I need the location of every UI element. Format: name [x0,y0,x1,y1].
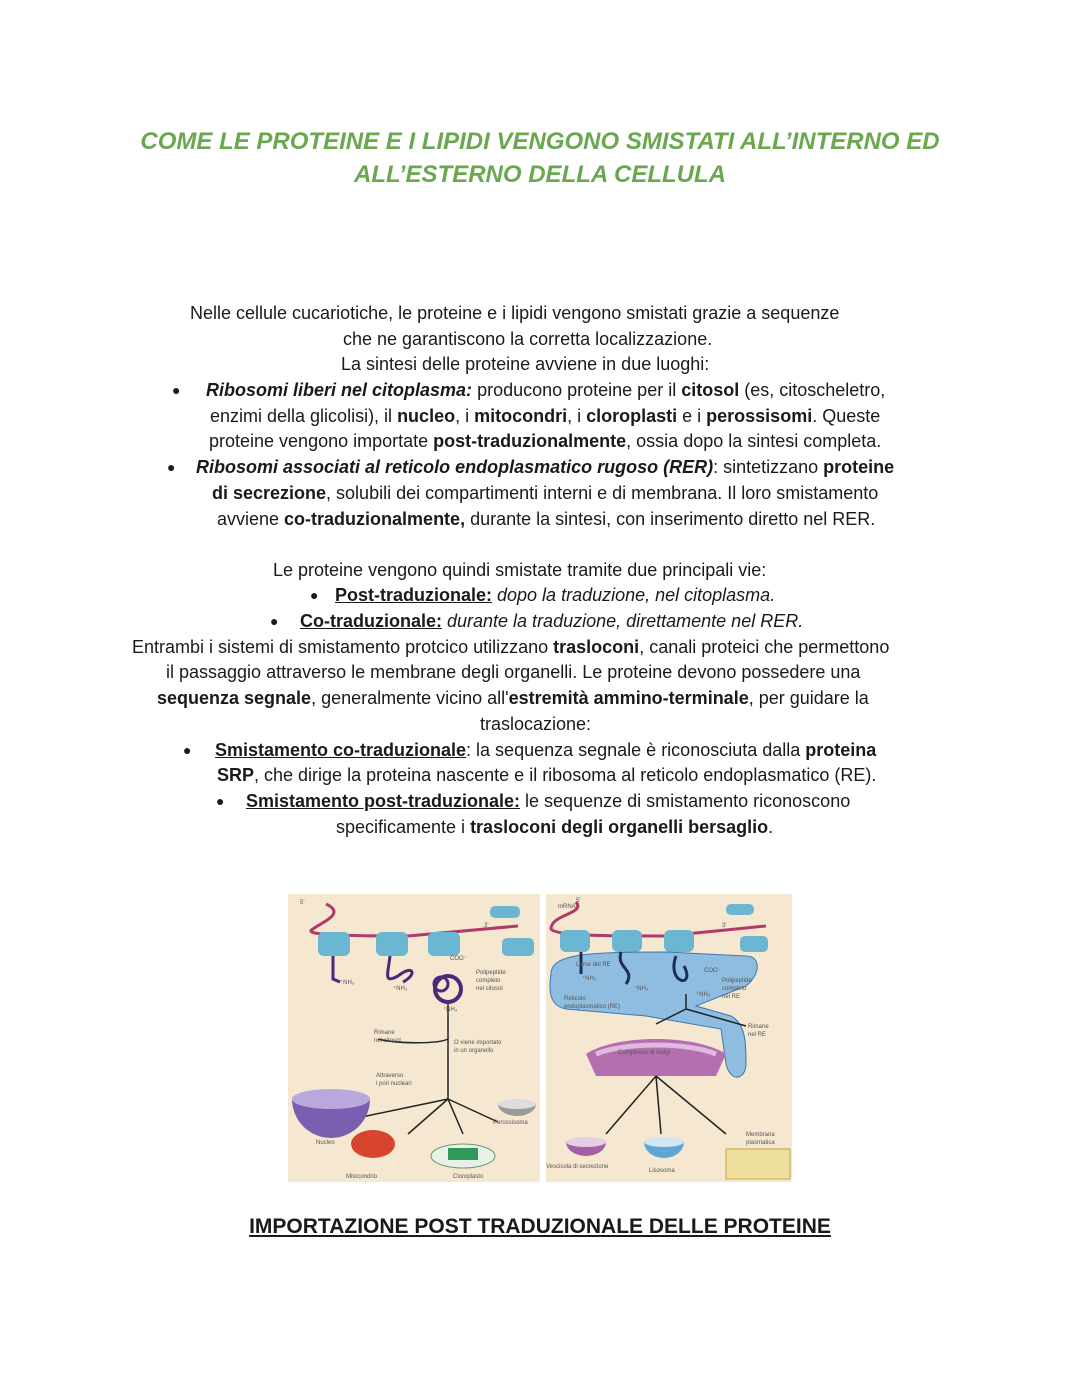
list-item: Smistamento post-traduzionale: le sequenze di smistamento riconoscono [246,791,851,811]
list-item-continuation: avviene co-traduzionalmente, durante la sintesi, con inserimento diretto nel RER. [217,509,876,529]
svg-text:5': 5' [300,900,305,906]
svg-text:Membrana: Membrana [746,1132,775,1138]
svg-text:i pori nucleari: i pori nucleari [376,1081,412,1087]
list-item-continuation: SRP, che dirige la proteina nascente e il ribosoma al reticolo endoplasmatico (RE). [217,765,877,785]
paragraph-line: La sintesi delle proteine avviene in due luoghi: [341,354,710,374]
svg-text:⁺NH₃: ⁺NH₃ [393,986,408,992]
svg-text:⁺NH₃: ⁺NH₃ [443,1007,458,1013]
svg-text:nel citosol: nel citosol [374,1038,401,1044]
list-item-continuation: proteine vengono importate post-traduzionalmente, ossia dopo la sintesi completa. [209,431,882,451]
paragraph-line: Entrambi i sistemi di smistamento protcico utilizzano trasloconi, canali proteici che permettono [132,637,890,657]
paragraph-line: traslocazione: [480,714,592,734]
list-item: Ribosomi liberi nel citoplasma: producono proteine per il citosol (es, citoscheletro, [206,380,886,400]
svg-text:Mitocondrio: Mitocondrio [346,1174,378,1180]
svg-text:Rimane: Rimane [374,1030,395,1036]
svg-text:Attraverso: Attraverso [376,1073,404,1079]
svg-text:Perossisoma: Perossisoma [493,1120,528,1126]
svg-text:nel RE: nel RE [748,1032,767,1038]
svg-text:⁺NH₃: ⁺NH₃ [634,986,649,992]
svg-text:Lume del RE: Lume del RE [576,962,611,968]
svg-text:Vescicola di secrezione: Vescicola di secrezione [546,1164,609,1170]
svg-text:nel RE: nel RE [722,994,741,1000]
paragraph-line: Nelle cellule cucariotiche, le proteine e i lipidi vengono smistati grazie a sequenze [190,303,840,323]
svg-text:⁺NH₃: ⁺NH₃ [582,976,597,982]
svg-text:in un organello: in un organello [454,1048,494,1054]
list-item-continuation: specificamente i trasloconi degli organelli bersaglio. [336,817,774,837]
svg-text:⁺NH₃: ⁺NH₃ [340,980,355,986]
svg-text:3': 3' [484,923,489,929]
svg-text:completo: completo [476,978,501,984]
list-item: Ribosomi associati al reticolo endoplasmatico rugoso (RER): sintetizzano proteine [196,457,895,477]
svg-text:Rimane: Rimane [748,1024,769,1030]
paragraph-line: sequenza segnale, generalmente vicino all'estremità ammino-terminale, per guidare la [157,688,869,708]
svg-text:3': 3' [722,923,727,929]
paragraph-line: Le proteine vengono quindi smistate tramite due principali vie: [273,560,767,580]
figure-free-ribosomes [288,894,540,1182]
svg-text:Reticolo: Reticolo [564,996,586,1002]
svg-text:Complesso di Golgi: Complesso di Golgi [618,1050,671,1056]
svg-text:mRNA: mRNA [558,904,576,910]
svg-text:COO⁻: COO⁻ [704,968,721,974]
svg-text:Polipeptide: Polipeptide [722,978,752,984]
svg-text:Nucleo: Nucleo [316,1140,335,1146]
svg-text:plasmatica: plasmatica [746,1140,775,1146]
svg-text:⁺NH₃: ⁺NH₃ [696,992,711,998]
svg-text:endoplasmatico (RE): endoplasmatico (RE) [564,1004,621,1010]
list-item: Post-traduzionale: dopo la traduzione, nel citoplasma. [335,585,776,605]
bullet-icon: ● [183,742,192,758]
paragraph-line: che ne garantiscono la corretta localizzazione. [343,329,713,349]
figure-er-ribosomes [546,894,792,1182]
bullet-icon: ● [310,587,319,603]
svg-text:Lisosoma: Lisosoma [649,1168,675,1174]
svg-text:nel citosol: nel citosol [476,986,503,992]
bullet-icon: ● [216,793,225,809]
bullet-icon: ● [270,613,279,629]
bullet-icon: ● [172,382,181,398]
list-item: Co-traduzionale: durante la traduzione, direttamente nel RER. [300,611,804,631]
list-item-continuation: enzimi della glicolisi), il nucleo, i mitocondri, i cloroplasti e i perossisomi. Queste [210,406,881,426]
page-title-line-1: COME LE PROTEINE E I LIPIDI VENGONO SMISTATI ALL’INTERNO ED [140,128,940,155]
svg-text:Cloroplasto: Cloroplasto [453,1174,484,1180]
svg-text:COO⁻: COO⁻ [450,956,467,962]
page-title-line-2: ALL’ESTERNO DELLA CELLULA [354,161,726,188]
bullet-icon: ● [167,459,176,475]
list-item-continuation: di secrezione, solubili dei compartimenti interni e di membrana. Il loro smistamento [212,483,879,503]
section-heading: IMPORTAZIONE POST TRADUZIONALE DELLE PROTEINE [249,1215,831,1238]
list-item: Smistamento co-traduzionale: la sequenza segnale è riconosciuta dalla proteina [215,740,877,760]
svg-text:Polipeptide: Polipeptide [476,970,506,976]
svg-text:5': 5' [576,898,581,904]
paragraph-line: il passaggio attraverso le membrane degli organelli. Le proteine devono possedere una [166,662,861,682]
svg-text:O viene importato: O viene importato [454,1040,502,1046]
svg-text:completo: completo [722,986,747,992]
